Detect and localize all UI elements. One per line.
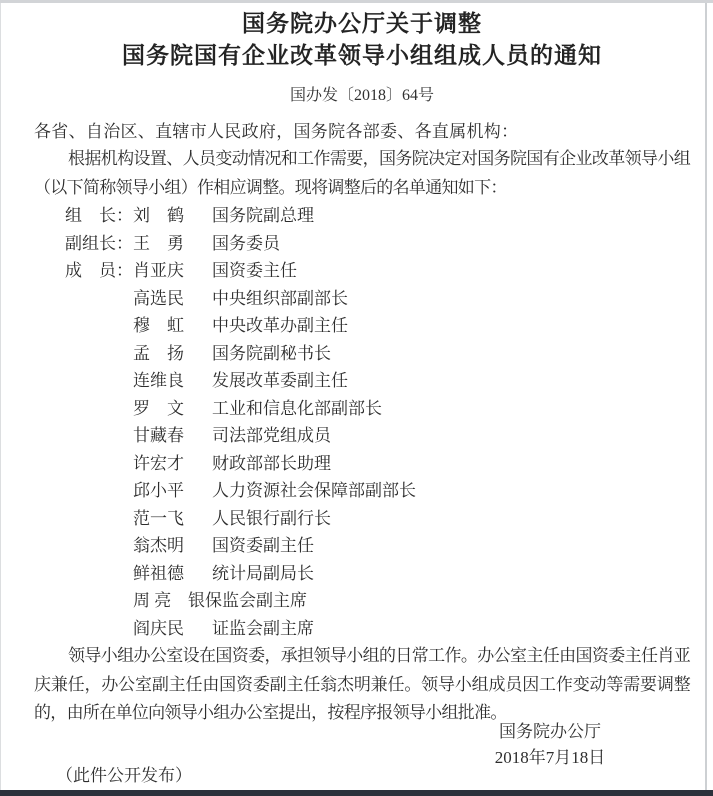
roster-row-member xyxy=(65,422,690,450)
leadership-roster xyxy=(65,202,690,642)
roster-row-member xyxy=(65,587,690,615)
issuer-name: 国务院办公厅 xyxy=(499,722,601,741)
roster-member-name: 阎庆民 xyxy=(133,618,184,638)
roster-row-member xyxy=(65,395,690,423)
roster-member-title: 证监会副主席 xyxy=(212,618,314,638)
roster-role-label: 副组长： xyxy=(65,233,133,253)
document-title-line1: 国务院办公厅关于调整 xyxy=(242,11,482,36)
roster-member-title: 银保监会副主席 xyxy=(188,591,307,610)
roster-member-title: 国资委副主任 xyxy=(212,536,314,555)
roster-member-title: 工业和信息化部副部长 xyxy=(212,398,382,418)
roster-row-member xyxy=(65,560,690,588)
roster-member-title: 国务院副总理 xyxy=(212,206,314,225)
roster-member-name: 翁杰明 xyxy=(133,536,184,555)
intro-paragraph: 根据机构设置、人员变动情况和工作需要，国务院决定对国务院国有企业改革领导小组（以下简称领导小组）作相应调整。现将调整后的名单通知如下： xyxy=(34,149,690,197)
bottom-dark-bar xyxy=(0,790,713,796)
salutation: 各省、自治区、直辖市人民政府，国务院各部委、各直属机构： xyxy=(34,122,519,141)
roster-member-name: 高选民 xyxy=(133,288,184,308)
roster-member-name: 周 亮 xyxy=(133,591,172,610)
roster-member-title: 财政部部长助理 xyxy=(212,453,331,473)
roster-row-member xyxy=(65,285,690,313)
roster-member-title: 中央组织部副部长 xyxy=(212,288,348,308)
roster-member-name: 孟 扬 xyxy=(133,343,184,363)
roster-role-label: 成 员： xyxy=(65,261,133,280)
roster-member-name: 鲜祖德 xyxy=(133,563,184,583)
roster-member-title: 人民银行副行长 xyxy=(212,508,331,528)
roster-row-member xyxy=(65,615,690,643)
closing-paragraph: 领导小组办公室设在国资委，承担领导小组的日常工作。办公室主任由国资委主任肖亚庆兼任，办公室副主任由国资委副主任翁杰明兼任。领导小组成员因工作变动等需要调整的，由所在单位向领导小组办公室提出，按程序报领导小组批准。 xyxy=(34,646,690,722)
roster-member-name: 肖亚庆 xyxy=(133,261,184,280)
signature-block xyxy=(464,719,636,770)
issue-date: 2018年7月18日 xyxy=(494,747,606,767)
document-title-line2: 国务院国有企业改革领导小组组成人员的通知 xyxy=(122,43,602,68)
roster-row-member xyxy=(65,450,690,478)
roster-row-deputy-leader xyxy=(65,230,690,258)
roster-member-name: 许宏才 xyxy=(133,453,184,473)
document-number: 国办发〔2018〕64号 xyxy=(289,87,434,104)
roster-member-title: 中央改革办副主任 xyxy=(212,316,348,335)
roster-member-title: 国务院副秘书长 xyxy=(212,343,331,363)
roster-member-title: 统计局副局长 xyxy=(212,563,314,583)
roster-member-title: 人力资源社会保障部副部长 xyxy=(212,481,416,500)
roster-member-title: 国资委主任 xyxy=(212,261,297,280)
roster-member-name: 刘 鹤 xyxy=(133,206,184,225)
roster-member-name: 王 勇 xyxy=(133,233,184,253)
roster-role-label: 组 长： xyxy=(65,206,133,225)
roster-member-name: 范一飞 xyxy=(133,508,184,528)
roster-member-name: 罗 文 xyxy=(133,398,184,418)
roster-member-title: 国务委员 xyxy=(212,233,280,253)
public-release-note: （此件公开发布） xyxy=(56,766,192,785)
roster-row-member xyxy=(65,367,690,395)
roster-row-member xyxy=(65,340,690,368)
roster-row-member xyxy=(65,312,690,340)
roster-row-member xyxy=(65,257,690,285)
roster-row-member xyxy=(65,532,690,560)
document-body xyxy=(34,0,690,728)
roster-member-name: 穆 虹 xyxy=(133,316,184,335)
roster-member-title: 司法部党组成员 xyxy=(212,426,331,445)
roster-row-member xyxy=(65,477,690,505)
page-left-edge xyxy=(0,3,1,790)
roster-member-name: 连维良 xyxy=(133,371,184,390)
page-right-edge xyxy=(705,3,707,790)
roster-member-name: 甘藏春 xyxy=(133,426,184,445)
roster-member-title: 发展改革委副主任 xyxy=(212,371,348,390)
roster-member-name: 邱小平 xyxy=(133,481,184,500)
roster-row-leader xyxy=(65,202,690,230)
roster-row-member xyxy=(65,505,690,533)
